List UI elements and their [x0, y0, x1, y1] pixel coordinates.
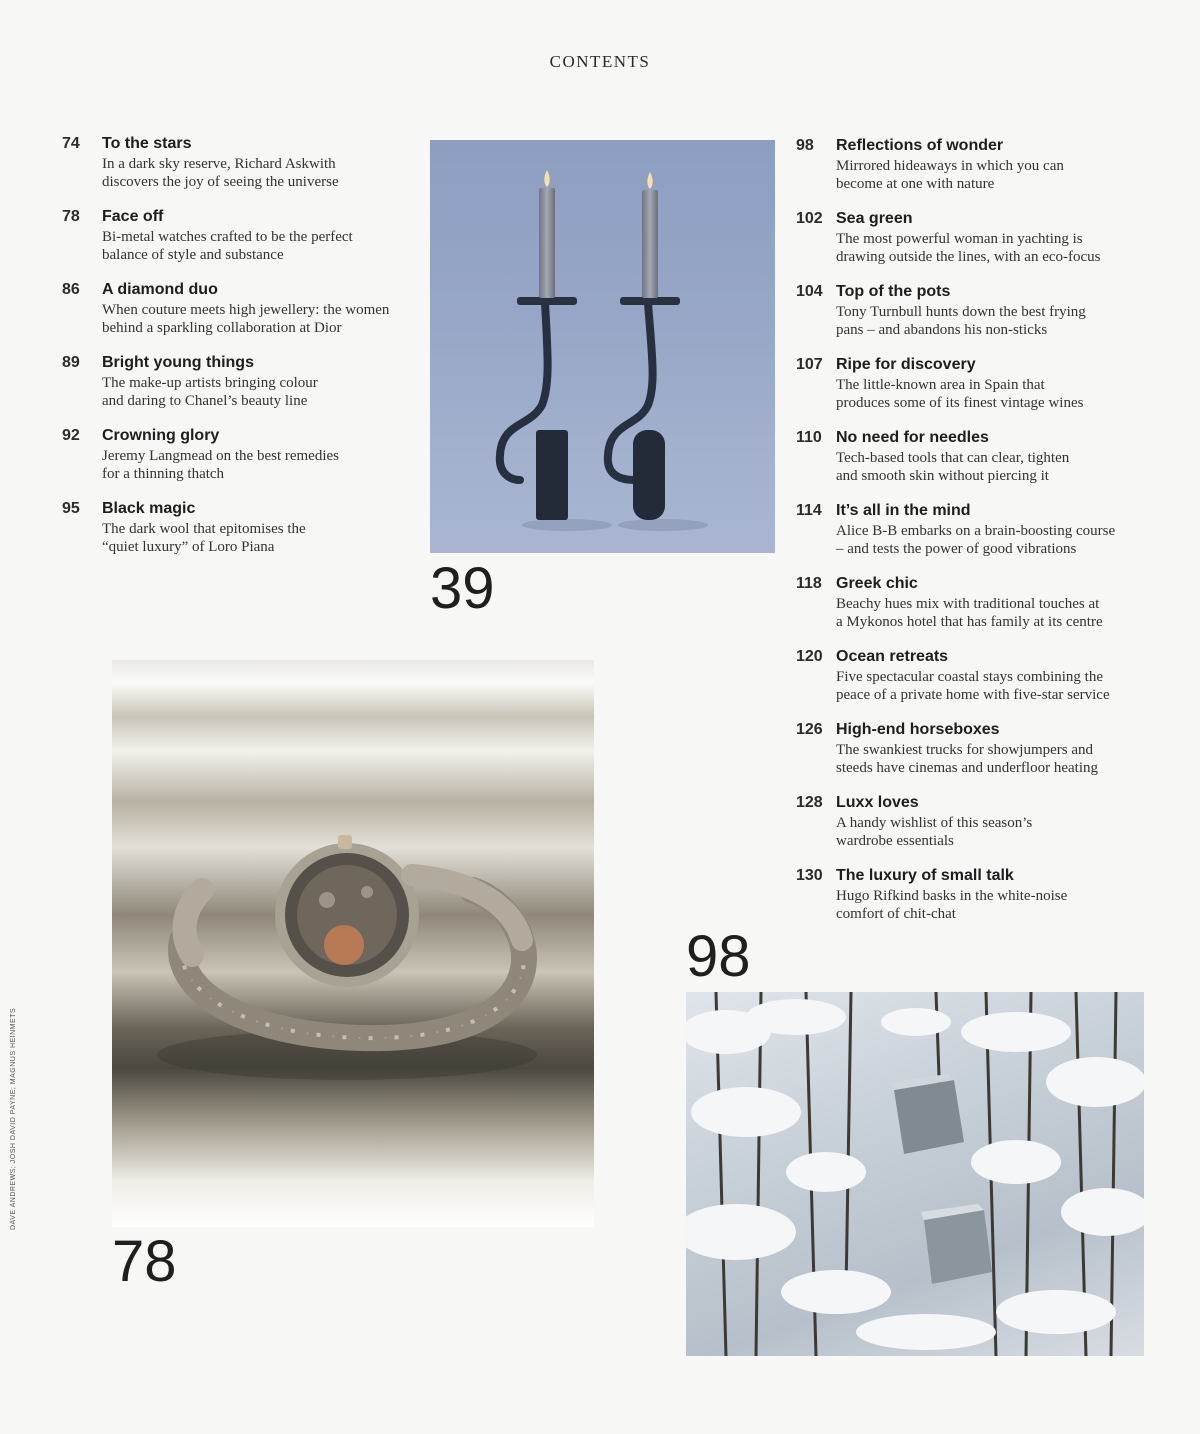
- toc-page-number: 98: [796, 137, 814, 154]
- toc-title: Reflections of wonder: [836, 137, 1004, 154]
- toc-page-number: 102: [796, 210, 823, 227]
- toc-entry[interactable]: [796, 429, 1156, 502]
- toc-description: Alice B-B embarks on a brain-boosting course – and tests the power of good vibrations: [836, 523, 1116, 557]
- toc-title: Black magic: [102, 500, 196, 517]
- toc-page-number: 126: [796, 721, 823, 738]
- toc-title: It’s all in the mind: [836, 502, 971, 519]
- toc-title: High-end horseboxes: [836, 721, 1000, 738]
- toc-description: Tech-based tools that can clear, tighten and smooth skin without piercing it: [836, 450, 1070, 484]
- page-reference-78: 78: [112, 1229, 177, 1294]
- toc-entry[interactable]: [62, 135, 422, 208]
- toc-description: The little-known area in Spain that produces some of its finest vintage wines: [836, 377, 1084, 411]
- toc-description: A handy wishlist of this season’s wardrobe essentials: [836, 815, 1033, 849]
- toc-entry[interactable]: [62, 208, 422, 281]
- toc-title: Bright young things: [102, 354, 254, 371]
- toc-title: A diamond duo: [102, 281, 218, 298]
- toc-right-column: [796, 137, 1156, 940]
- toc-description: The most powerful woman in yachting is drawing outside the lines, with an eco-focus: [836, 231, 1101, 265]
- toc-description: Mirrored hideaways in which you can become at one with nature: [836, 158, 1064, 192]
- toc-entry[interactable]: [796, 794, 1156, 867]
- toc-page-number: 128: [796, 794, 823, 811]
- toc-description: The dark wool that epitomises the “quiet luxury” of Loro Piana: [102, 521, 306, 555]
- photo-credit: DAVE ANDREWS; JOSH DAVID PAYNE; MAGNUS HEINMETS: [10, 1007, 17, 1230]
- toc-title: Face off: [102, 208, 164, 225]
- toc-page-number: 130: [796, 867, 823, 884]
- toc-description: Beachy hues mix with traditional touches at a Mykonos hotel that has family at its centre: [836, 596, 1103, 630]
- toc-entry[interactable]: [796, 502, 1156, 575]
- toc-page-number: 95: [62, 500, 80, 517]
- toc-entry[interactable]: [796, 210, 1156, 283]
- toc-page-number: 107: [796, 356, 823, 373]
- snowy-forest-illustration: [686, 992, 1144, 1356]
- toc-entry[interactable]: [796, 575, 1156, 648]
- toc-description: When couture meets high jewellery: the women behind a sparkling collaboration at Dior: [102, 302, 390, 336]
- watch-illustration: [112, 660, 594, 1227]
- toc-title: Ripe for discovery: [836, 356, 976, 373]
- toc-page-number: 86: [62, 281, 80, 298]
- watch-photo: [112, 660, 594, 1227]
- toc-entry[interactable]: [796, 137, 1156, 210]
- toc-entry[interactable]: [62, 427, 422, 500]
- toc-entry[interactable]: [62, 500, 422, 573]
- toc-entry[interactable]: [62, 354, 422, 427]
- toc-page-number: 78: [62, 208, 80, 225]
- candle-holders-illustration: [430, 140, 775, 553]
- toc-entry[interactable]: [796, 283, 1156, 356]
- toc-description: Five spectacular coastal stays combining the peace of a private home with five-star service: [836, 669, 1110, 703]
- toc-description: Bi-metal watches crafted to be the perfect balance of style and substance: [102, 229, 353, 263]
- candle-holders-photo: [430, 140, 775, 553]
- toc-title: Crowning glory: [102, 427, 220, 444]
- toc-title: To the stars: [102, 135, 192, 152]
- toc-page-number: 104: [796, 283, 823, 300]
- toc-entry[interactable]: [796, 721, 1156, 794]
- toc-page-number: 114: [796, 502, 822, 519]
- toc-page-number: 120: [796, 648, 823, 665]
- toc-description: Jeremy Langmead on the best remedies for a thinning thatch: [102, 448, 339, 482]
- toc-title: Greek chic: [836, 575, 918, 592]
- page-reference-39: 39: [430, 556, 495, 621]
- toc-entry[interactable]: [796, 648, 1156, 721]
- toc-left-column: [62, 135, 422, 573]
- toc-title: Luxx loves: [836, 794, 919, 811]
- toc-description: Tony Turnbull hunts down the best frying pans – and abandons his non-sticks: [836, 304, 1086, 338]
- page-reference-98: 98: [686, 924, 751, 989]
- toc-title: Top of the pots: [836, 283, 951, 300]
- toc-description: The make-up artists bringing colour and daring to Chanel’s beauty line: [102, 375, 318, 409]
- toc-entry[interactable]: [62, 281, 422, 354]
- toc-entry[interactable]: [796, 356, 1156, 429]
- page-title: CONTENTS: [549, 52, 651, 71]
- toc-page-number: 110: [796, 429, 822, 446]
- toc-page-number: 89: [62, 354, 80, 371]
- toc-description: The swankiest trucks for showjumpers and steeds have cinemas and underfloor heating: [836, 742, 1098, 776]
- toc-page-number: 92: [62, 427, 80, 444]
- toc-description: Hugo Rifkind basks in the white-noise comfort of chit-chat: [836, 888, 1068, 922]
- toc-title: Sea green: [836, 210, 913, 227]
- mirrored-cabins-forest-photo: [686, 992, 1144, 1356]
- toc-title: No need for needles: [836, 429, 989, 446]
- toc-entry[interactable]: [796, 867, 1156, 940]
- toc-description: In a dark sky reserve, Richard Askwith discovers the joy of seeing the universe: [102, 156, 339, 190]
- toc-title: The luxury of small talk: [836, 867, 1014, 884]
- toc-page-number: 74: [62, 135, 80, 152]
- toc-title: Ocean retreats: [836, 648, 949, 665]
- toc-page-number: 118: [796, 575, 822, 592]
